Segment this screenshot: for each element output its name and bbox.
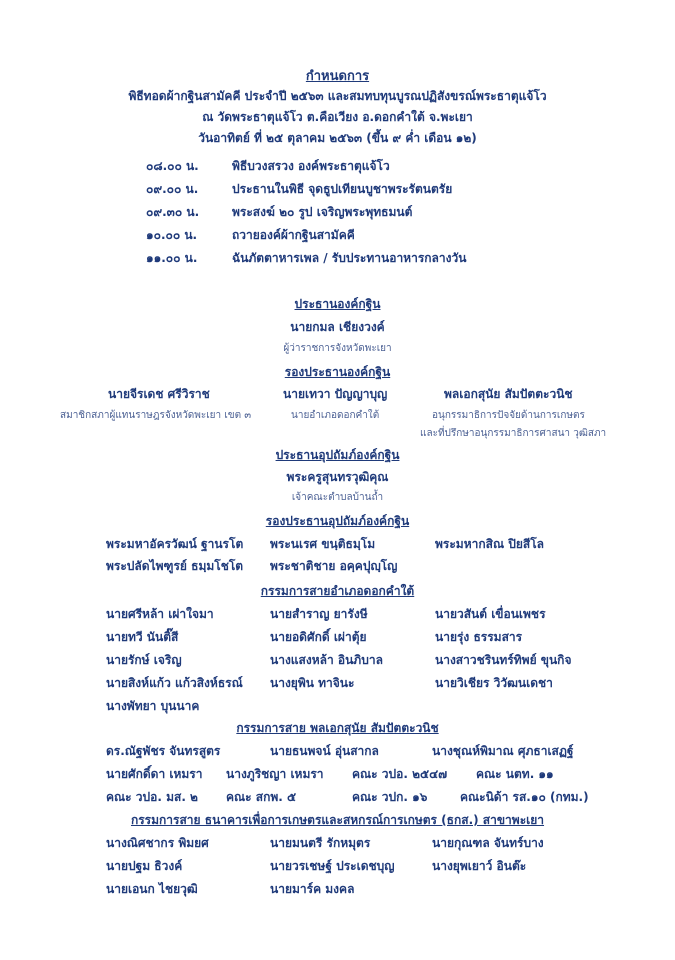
committee-member: นางพัทยา บุนนาค: [106, 699, 200, 713]
president-heading: ประธานองค์กฐิน: [294, 297, 381, 311]
committee-sunai-heading: กรรมการสาย พลเอกสุนัย สัมปัตตะวนิช: [236, 721, 439, 735]
vice-president-heading: รองประธานองค์กฐิน: [284, 365, 391, 379]
schedule-time: ๐๘.๐๐ น.: [146, 159, 199, 173]
committee-member: นายทวี นันติ๊สี: [106, 630, 179, 644]
vice-patron-name: พระมหาอัครวัฒน์ ฐานรโต: [106, 537, 244, 551]
committee-member: คณะ สกพ. ๕: [226, 790, 297, 804]
patron-name: พระครูสุนทรวุฒิคุณ: [286, 470, 389, 484]
schedule-event: พระสงฆ์ ๒๐ รูป เจริญพระพุทธมนต์: [232, 205, 413, 219]
vice-patron-name: พระปลัดไพฑูรย์ ธมฺมโชโต: [106, 559, 244, 573]
schedule-event: ประธานในพิธี จุดธูปเทียนบูชาพระรัตนตรัย: [232, 182, 453, 196]
committee-member: นายสำราญ ยารังษี: [270, 607, 368, 621]
schedule-time: ๐๙.๓๐ น.: [146, 205, 200, 219]
committee-member: นายปฐม ธิวงค์: [106, 859, 183, 873]
schedule-time: ๑๑.๐๐ น.: [146, 251, 198, 265]
vice-president-position: สมาชิกสภาผู้แทนราษฎรจังหวัดพะเยา เขต ๓: [60, 410, 252, 421]
committee-member: คณะนิด้า รส.๑๐ (กทม.): [460, 790, 589, 804]
vice-president-position-2: และที่ปรึกษาอนุกรรมาธิการศาสนา วุฒิสภา: [420, 428, 607, 439]
committee-member: นายศรีหล้า เผ่าใจมา: [106, 607, 214, 621]
committee-member: นางสาวชรินทร์ทิพย์ ขุนกิจ: [435, 653, 572, 667]
vice-president-name: พลเอกสุนัย สัมปัตตะวนิช: [444, 387, 573, 401]
schedule-event: ถวายองค์ผ้ากฐินสามัคคี: [232, 228, 355, 242]
committee-member: นายสิงห์แก้ว แก้วสิงห์ธรณ์: [106, 676, 243, 690]
vice-president-name: นายเทวา ปัญญาบุญ: [283, 387, 388, 401]
committee-baac-heading: กรรมการสาย ธนาคารเพื่อการเกษตรและสหกรณ์การเกษตร (ธกส.) สาขาพะเยา: [130, 813, 545, 827]
vice-patron-name: พระนเรศ ขนฺติธมฺโม: [270, 537, 376, 551]
committee-member: นายเอนก ไชยวุฒิ: [106, 882, 198, 896]
committee-member: นางยุพิน ทาจินะ: [270, 676, 355, 690]
committee-member: นางแสงหล้า อินภิบาล: [270, 653, 383, 667]
committee-member: คณะ วปก. ๑๖: [352, 790, 428, 804]
committee-member: นางชุณห์พิมาณ ศุภธาเสฏฐ์: [432, 744, 574, 758]
committee-member: คณะ วปอ. ๒๕๔๗: [352, 767, 448, 781]
committee-dokkhamtai-heading: กรรมการสายอำเภอดอกคำใต้: [260, 584, 415, 598]
committee-member: นายอดิศักดิ์ เผ่าตุ้ย: [270, 630, 367, 644]
schedule-event: ฉันภัตตาหารเพล / รับประทานอาหารกลางวัน: [232, 251, 467, 265]
ceremony-title: พิธีทอดผ้ากฐินสามัคคี ประจำปี ๒๕๖๓ และสมทบทุนบูรณปฏิสังขรณ์พระธาตุแจ้โว: [128, 89, 547, 103]
committee-member: คณะ นตท. ๑๑: [476, 767, 554, 781]
president-position: ผู้ว่าราชการจังหวัดพะเยา: [283, 343, 392, 354]
committee-member: คณะ วปอ. มส. ๒: [106, 790, 198, 804]
vice-patron-name: พระชาติชาย อคฺคปุญฺโญ: [270, 559, 398, 573]
vice-patron-heading: รองประธานอุปถัมภ์องค์กฐิน: [265, 514, 410, 528]
committee-member: นางยุพเยาว์ อินต๊ะ: [432, 859, 527, 873]
page-title: กำหนดการ: [305, 69, 370, 84]
vice-president-position: นายอำเภอดอกคำใต้: [291, 410, 380, 421]
committee-member: นายวิเชียร วิวัฒนเดชา: [435, 676, 553, 690]
schedule-time: ๑๐.๐๐ น.: [146, 228, 198, 242]
president-name: นายกมล เชียงวงค์: [290, 320, 385, 334]
committee-member: นายวสันต์ เขื่อนเพชร: [435, 607, 546, 621]
vice-president-name: นายจีรเดช ศรีวิราช: [108, 387, 210, 401]
date-line: วันอาทิตย์ ที่ ๒๕ ตุลาคม ๒๕๖๓ (ขึ้น ๙ ค่ำ เดือน ๑๒): [198, 131, 477, 145]
schedule-time: ๐๙.๐๐ น.: [146, 182, 199, 196]
committee-member: นายมาร์ค มงคล: [270, 882, 355, 896]
patron-heading: ประธานอุปถัมภ์องค์กฐิน: [275, 448, 400, 462]
vice-patron-name: พระมหากสิณ ปิยสีโล: [435, 537, 545, 551]
committee-member: นายรุ่ง ธรรมสาร: [435, 630, 523, 644]
committee-member: นางณิศชากร พิมยศ: [106, 836, 209, 850]
committee-member: นายกุณฑล จันทร์บาง: [432, 836, 544, 850]
committee-member: นายศักดิ์ดา เหมรา: [106, 767, 203, 781]
committee-member: นางภูริชญา เหมรา: [226, 767, 324, 781]
patron-position: เจ้าคณะตำบลบ้านถ้ำ: [291, 492, 384, 503]
venue-line: ณ วัดพระธาตุแจ้โว ต.คือเวียง อ.ดอกคำใต้ จ.พะเยา: [202, 110, 473, 124]
committee-member: นายรักษ์ เจริญ: [106, 653, 182, 667]
schedule-event: พิธีบวงสรวง องค์พระธาตุแจ้โว: [232, 159, 390, 173]
committee-member: นายธนพจน์ อุ่นสากล: [270, 744, 379, 758]
vice-president-position: อนุกรรมาธิการปัจจัยด้านการเกษตร: [432, 410, 585, 421]
committee-member: นายวรเชษฐ์ ประเดชบุญ: [270, 859, 395, 873]
committee-member: ดร.ณัฐพัชร จันทรสูตร: [106, 744, 221, 758]
committee-member: นายมนตรี รักหมุตร: [270, 836, 371, 850]
